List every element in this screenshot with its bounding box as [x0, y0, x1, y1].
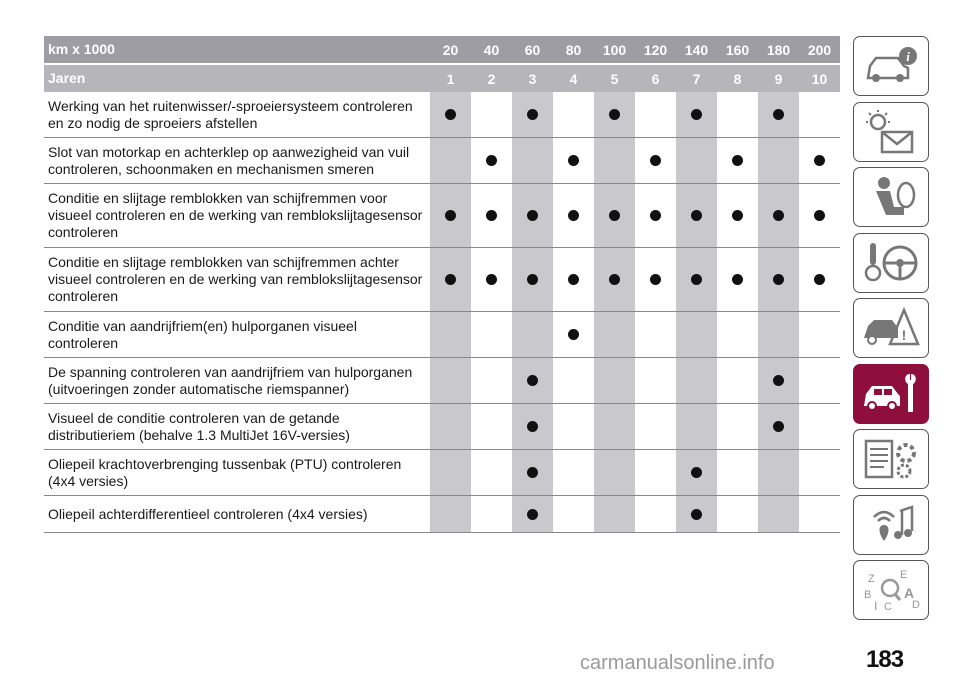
check-dot-icon [527, 509, 538, 520]
schedule-cell [635, 358, 676, 403]
schedule-cell [799, 404, 840, 449]
row-cells [430, 404, 840, 449]
car-wrench-icon [860, 370, 922, 418]
schedule-cell [758, 404, 799, 449]
schedule-cell [471, 312, 512, 357]
schedule-cell [717, 138, 758, 183]
year-col-9: 10 [811, 70, 828, 87]
schedule-cell [799, 450, 840, 495]
media-nav-icon [860, 501, 922, 549]
schedule-cell [430, 496, 471, 532]
schedule-cell [717, 404, 758, 449]
row-cells [430, 92, 840, 137]
schedule-cell [512, 312, 553, 357]
schedule-cell [430, 404, 471, 449]
check-dot-icon [527, 375, 538, 386]
row-cells [430, 450, 840, 495]
schedule-cell [717, 248, 758, 311]
schedule-cell [430, 138, 471, 183]
schedule-cell [471, 92, 512, 137]
schedule-cell [676, 92, 717, 137]
schedule-cell [512, 496, 553, 532]
schedule-cell [471, 450, 512, 495]
schedule-cell [594, 358, 635, 403]
schedule-cell [471, 358, 512, 403]
schedule-cell [799, 92, 840, 137]
row-label: Conditie van aandrijfriem(en) hulporganen visueel controleren [48, 317, 357, 351]
table-row [44, 184, 840, 248]
schedule-cell [799, 358, 840, 403]
check-dot-icon [609, 210, 620, 221]
check-dot-icon [445, 210, 456, 221]
row-cells [430, 496, 840, 532]
svg-text:C: C [884, 601, 892, 613]
schedule-cell [512, 138, 553, 183]
watermark: carmanualsonline.info [580, 652, 775, 674]
svg-text:D: D [912, 599, 920, 611]
check-dot-icon [691, 467, 702, 478]
tab-specs-gear[interactable] [853, 429, 929, 489]
schedule-cell [717, 450, 758, 495]
schedule-cell [471, 496, 512, 532]
check-dot-icon [486, 155, 497, 166]
check-dot-icon [527, 421, 538, 432]
check-dot-icon [691, 274, 702, 285]
schedule-cell [594, 248, 635, 311]
table-row [44, 92, 840, 138]
check-dot-icon [650, 210, 661, 221]
check-dot-icon [609, 274, 620, 285]
km-col-8: 180 [766, 41, 791, 58]
year-col-5: 6 [651, 70, 660, 87]
svg-text:E: E [900, 569, 908, 581]
schedule-cell [594, 496, 635, 532]
km-header-label: km x 1000 [48, 41, 115, 57]
schedule-cell [471, 404, 512, 449]
check-dot-icon [732, 274, 743, 285]
schedule-cell [594, 184, 635, 247]
tab-car-info[interactable] [853, 36, 929, 96]
check-dot-icon [527, 210, 538, 221]
schedule-cell [553, 404, 594, 449]
table-row [44, 404, 840, 450]
year-col-1: 2 [487, 70, 496, 87]
row-cells [430, 358, 840, 403]
km-col-7: 160 [725, 41, 750, 58]
row-label: Conditie en slijtage remblokken van schijfremmen achter visueel controleren en de werking van remblokslijtagesensor controleren [48, 254, 423, 304]
seat-airbag-icon [860, 173, 922, 221]
row-label: Oliepeil krachtoverbrenging tussenbak (PTU) controleren (4x4 versies) [48, 455, 402, 489]
schedule-cell [758, 358, 799, 403]
schedule-cell [717, 312, 758, 357]
year-col-0: 1 [446, 70, 455, 87]
schedule-cell [430, 248, 471, 311]
schedule-cell [553, 248, 594, 311]
schedule-cell [594, 312, 635, 357]
schedule-cell [758, 92, 799, 137]
schedule-cell [553, 92, 594, 137]
schedule-cell [512, 92, 553, 137]
svg-text:Z: Z [868, 573, 875, 585]
tab-key-steering[interactable] [853, 233, 929, 293]
table-row [44, 248, 840, 312]
table-row [44, 138, 840, 184]
schedule-cell [430, 184, 471, 247]
table-row [44, 496, 840, 533]
check-dot-icon [814, 274, 825, 285]
svg-text:I: I [874, 599, 878, 613]
row-cells [430, 184, 840, 247]
check-dot-icon [486, 210, 497, 221]
check-dot-icon [732, 210, 743, 221]
schedule-cell [676, 496, 717, 532]
schedule-cell [758, 312, 799, 357]
check-dot-icon [773, 109, 784, 120]
check-dot-icon [527, 109, 538, 120]
check-dot-icon [773, 421, 784, 432]
km-header-row [44, 36, 840, 63]
schedule-cell [471, 248, 512, 311]
schedule-cell [553, 138, 594, 183]
check-dot-icon [650, 155, 661, 166]
check-dot-icon [445, 274, 456, 285]
page-number: 183 [866, 646, 904, 673]
km-col-1: 40 [483, 41, 500, 58]
schedule-cell [430, 312, 471, 357]
schedule-cell [676, 138, 717, 183]
year-col-6: 7 [692, 70, 701, 87]
tab-car-accident[interactable] [853, 298, 929, 358]
check-dot-icon [568, 329, 579, 340]
schedule-cell [594, 450, 635, 495]
schedule-cell [635, 92, 676, 137]
row-cells [430, 138, 840, 183]
km-col-2: 60 [524, 41, 541, 58]
schedule-cell [717, 184, 758, 247]
schedule-cell [799, 184, 840, 247]
schedule-cell [430, 358, 471, 403]
check-dot-icon [691, 509, 702, 520]
row-label: Werking van het ruitenwisser/-sproeiersysteem controleren en zo nodig de sproeiers afstellen [48, 97, 413, 131]
check-dot-icon [814, 210, 825, 221]
schedule-cell [676, 312, 717, 357]
check-dot-icon [773, 375, 784, 386]
schedule-cell [635, 248, 676, 311]
table-row [44, 358, 840, 404]
schedule-cell [799, 248, 840, 311]
schedule-cell [594, 404, 635, 449]
table-body [44, 92, 840, 533]
check-dot-icon [527, 274, 538, 285]
years-header-label: Jaren [48, 70, 86, 86]
schedule-cell [635, 496, 676, 532]
schedule-cell [512, 450, 553, 495]
schedule-cell [717, 92, 758, 137]
schedule-cell [676, 184, 717, 247]
schedule-cell [553, 312, 594, 357]
check-dot-icon [691, 210, 702, 221]
year-col-2: 3 [528, 70, 537, 87]
row-label: Conditie en slijtage remblokken van schijfremmen voor visueel controleren en de werking van remblokslijtagesensor controleren [48, 190, 423, 240]
schedule-cell [553, 358, 594, 403]
schedule-cell [799, 496, 840, 532]
tab-seat-airbag[interactable] [853, 167, 929, 227]
schedule-cell [635, 450, 676, 495]
schedule-cell [799, 138, 840, 183]
schedule-cell [594, 92, 635, 137]
year-col-8: 9 [774, 70, 783, 87]
schedule-cell [553, 184, 594, 247]
check-dot-icon [773, 274, 784, 285]
year-col-4: 5 [610, 70, 619, 87]
row-label: De spanning controleren van aandrijfriem van hulporganen (uitvoeringen zonder automatische riemspanner) [48, 363, 413, 397]
maintenance-table [44, 36, 840, 533]
schedule-cell [717, 358, 758, 403]
km-header-cols [430, 36, 840, 63]
row-label: Slot van motorkap en achterklep op aanwezigheid van vuil controleren, schoonmaken en mechanismen smeren [48, 143, 410, 177]
km-col-9: 200 [807, 41, 832, 58]
schedule-cell [635, 312, 676, 357]
schedule-cell [758, 496, 799, 532]
car-info-icon [860, 42, 922, 90]
years-header-cols [430, 65, 840, 92]
schedule-cell [758, 450, 799, 495]
specs-gear-icon [860, 435, 922, 483]
check-dot-icon [568, 155, 579, 166]
schedule-cell [676, 404, 717, 449]
check-dot-icon [568, 274, 579, 285]
schedule-cell [676, 450, 717, 495]
schedule-cell [635, 404, 676, 449]
schedule-cell [430, 92, 471, 137]
check-dot-icon [486, 274, 497, 285]
index-search-icon [860, 566, 922, 614]
schedule-cell [512, 404, 553, 449]
schedule-cell [758, 184, 799, 247]
km-col-0: 20 [442, 41, 459, 58]
check-dot-icon [773, 210, 784, 221]
table-row [44, 312, 840, 358]
check-dot-icon [650, 274, 661, 285]
check-dot-icon [568, 210, 579, 221]
tab-index-search[interactable] [853, 560, 929, 620]
year-col-3: 4 [569, 70, 578, 87]
row-cells [430, 248, 840, 311]
schedule-cell [471, 184, 512, 247]
schedule-cell [471, 138, 512, 183]
km-col-6: 140 [684, 41, 709, 58]
key-steering-icon [860, 239, 922, 287]
years-header-row [44, 63, 840, 92]
schedule-cell [553, 496, 594, 532]
warning-lights-icon [860, 108, 922, 156]
schedule-cell [512, 184, 553, 247]
svg-text:B: B [864, 589, 872, 601]
car-accident-icon [860, 304, 922, 352]
schedule-cell [553, 450, 594, 495]
schedule-cell [758, 138, 799, 183]
schedule-cell [430, 450, 471, 495]
row-label: Visueel de conditie controleren van de getande distributieriem (behalve 1.3 MultiJet 16V-versies) [48, 409, 350, 443]
tab-warning-lights[interactable] [853, 102, 929, 162]
schedule-cell [512, 358, 553, 403]
tab-media-nav[interactable] [853, 495, 929, 555]
schedule-cell [676, 358, 717, 403]
km-col-3: 80 [565, 41, 582, 58]
schedule-cell [512, 248, 553, 311]
km-col-4: 100 [602, 41, 627, 58]
check-dot-icon [814, 155, 825, 166]
chapter-sidebar [853, 36, 930, 626]
schedule-cell [635, 184, 676, 247]
check-dot-icon [527, 467, 538, 478]
check-dot-icon [609, 109, 620, 120]
schedule-cell [635, 138, 676, 183]
row-label: Oliepeil achterdifferentieel controleren (4x4 versies) [48, 505, 368, 522]
svg-text:A: A [904, 585, 915, 601]
svg-text:i: i [906, 49, 910, 64]
tab-car-wrench[interactable] [853, 364, 929, 424]
schedule-cell [676, 248, 717, 311]
check-dot-icon [691, 109, 702, 120]
km-col-5: 120 [643, 41, 668, 58]
schedule-cell [758, 248, 799, 311]
year-col-7: 8 [733, 70, 742, 87]
check-dot-icon [445, 109, 456, 120]
schedule-cell [594, 138, 635, 183]
schedule-cell [717, 496, 758, 532]
table-row [44, 450, 840, 496]
check-dot-icon [732, 155, 743, 166]
svg-text:!: ! [901, 327, 907, 343]
schedule-cell [799, 312, 840, 357]
row-cells [430, 312, 840, 357]
